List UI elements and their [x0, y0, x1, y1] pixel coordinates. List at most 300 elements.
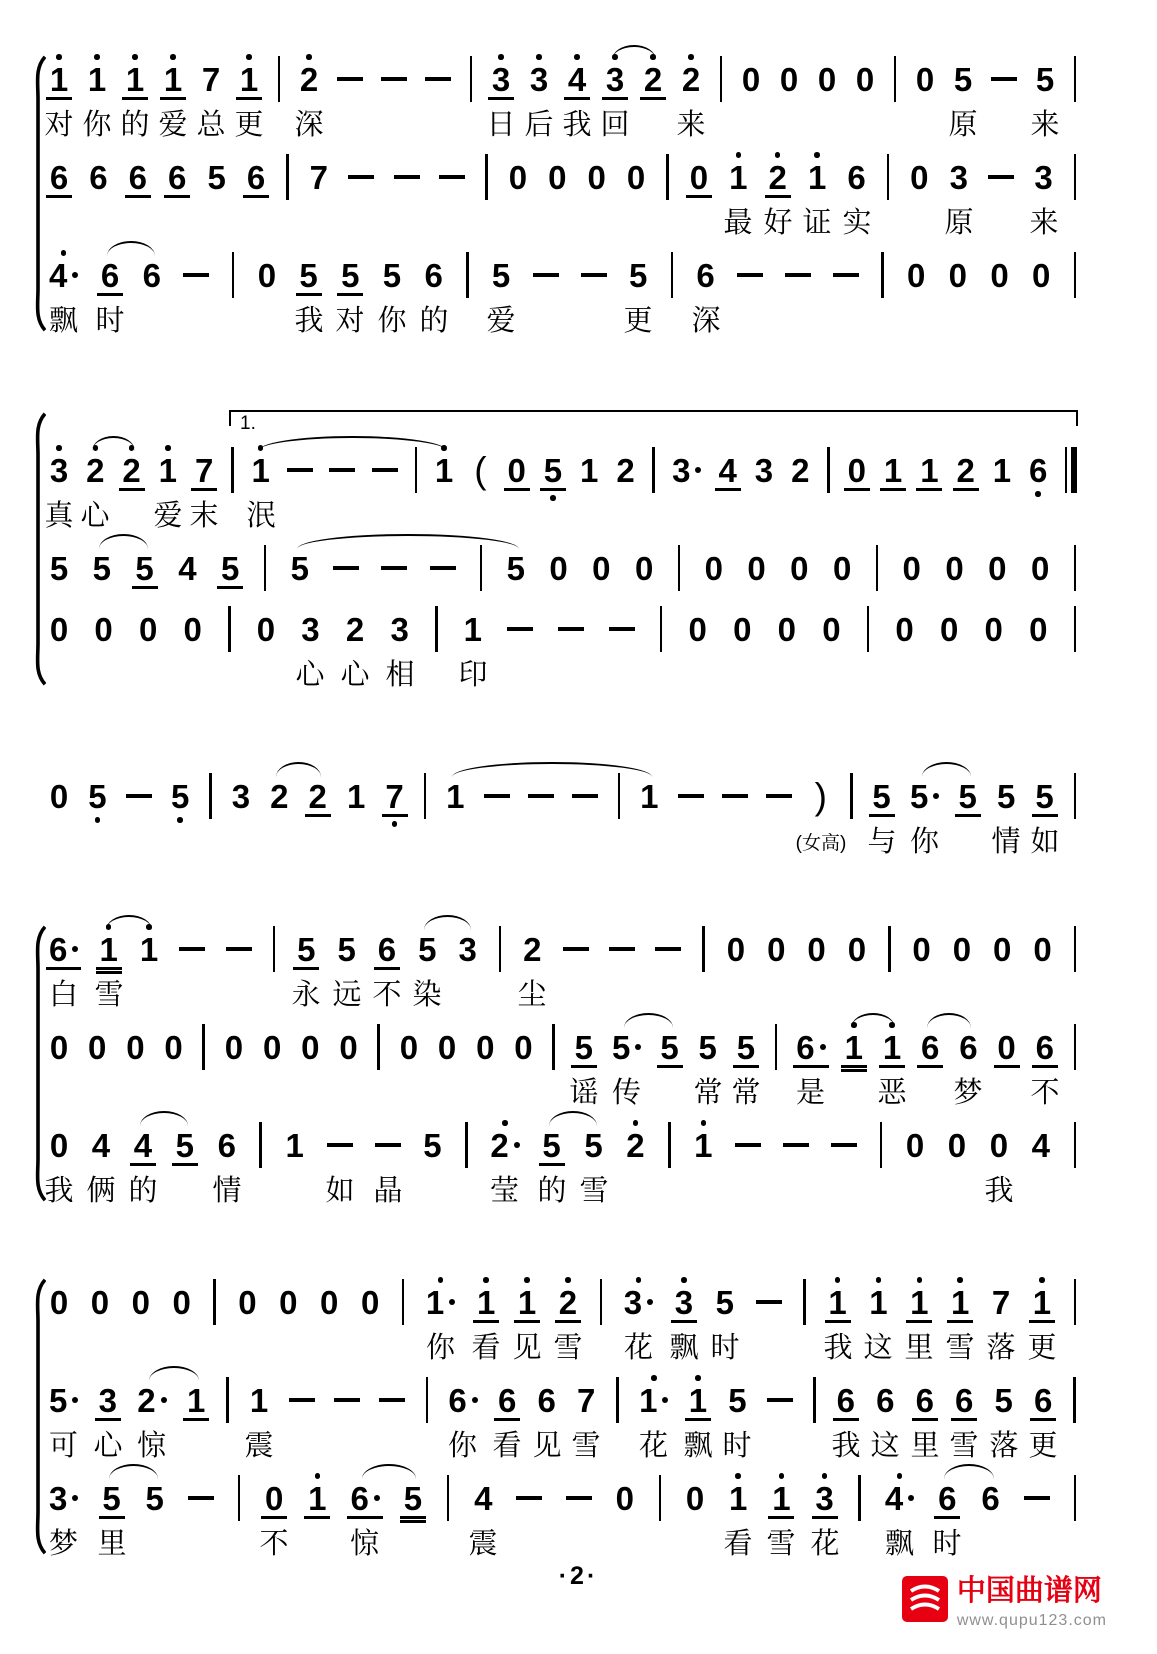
- note: 4: [1031, 1126, 1051, 1164]
- music-line: [48, 920, 1078, 1015]
- underline-beam: [125, 195, 151, 198]
- note: 5: [659, 1018, 681, 1076]
- slur-arc: [944, 1464, 994, 1479]
- note: 6: [217, 1126, 236, 1164]
- note: 1: [867, 1273, 889, 1331]
- note: 5: [541, 1116, 563, 1174]
- barline: [848, 767, 854, 825]
- underline-beam: [912, 1418, 938, 1421]
- lyric-syllable: 恶: [877, 1077, 907, 1109]
- duration-dash: [830, 1116, 858, 1174]
- lyrics-row: [44, 108, 1078, 145]
- lyrics-row: [48, 825, 1078, 862]
- duration-dash: [178, 920, 206, 978]
- note: 6: [795, 1018, 826, 1076]
- note: 5: [382, 256, 402, 294]
- barline: [676, 539, 682, 597]
- rest-note: 0: [807, 930, 826, 968]
- lyric-syllable: 你: [377, 305, 407, 337]
- lyrics-row: [48, 1429, 1078, 1466]
- lyric-syllable: 更: [234, 109, 264, 141]
- note: 1: [157, 441, 179, 499]
- octave-dot-above: [633, 1120, 639, 1126]
- lyrics-row: [48, 978, 1078, 1015]
- barline: [651, 441, 657, 499]
- slur-arc: [109, 1464, 158, 1479]
- slur-arc: [362, 1464, 417, 1479]
- volta-bracket: [229, 410, 1078, 434]
- note: 6: [127, 148, 149, 206]
- barline: [658, 600, 664, 658]
- underline-beam: [671, 1320, 697, 1323]
- lyric-syllable: 见: [532, 1430, 562, 1462]
- score-system: [44, 920, 1078, 1211]
- lyric-syllable: 你: [425, 1332, 456, 1364]
- notes-row: [48, 246, 1078, 304]
- lyric-syllable: 不: [372, 979, 402, 1011]
- note: 3: [48, 1469, 79, 1527]
- lyric-syllable: 是: [795, 1077, 826, 1109]
- duration-dash: [532, 246, 560, 304]
- music-line: [48, 148, 1078, 243]
- barline: [665, 148, 671, 206]
- underline-beam: [132, 586, 158, 589]
- underline-beam: [46, 97, 72, 100]
- lyric-syllable: 如: [325, 1175, 355, 1207]
- duration-dash: [987, 148, 1015, 206]
- rest-note: 0: [183, 610, 202, 648]
- note: 1: [250, 441, 272, 499]
- note: 1: [249, 1381, 269, 1419]
- lyric-syllable: 时: [722, 1430, 752, 1462]
- notes-row: [48, 1371, 1078, 1429]
- duration-dash: [784, 246, 812, 304]
- note: 5: [339, 246, 361, 304]
- barline: [551, 1018, 557, 1076]
- note: 1: [285, 1126, 304, 1164]
- underline-beam: [539, 1163, 565, 1166]
- lyric-syllable: 后: [524, 109, 554, 141]
- rest-note: 0: [508, 158, 528, 196]
- watermark-brand: 中国曲谱网: [956, 1575, 1102, 1607]
- underline-beam: [96, 967, 122, 970]
- note: 2: [624, 1116, 646, 1174]
- rest-note: 0: [855, 60, 875, 98]
- note: 6: [876, 1381, 895, 1419]
- lyric-syllable: 白: [48, 979, 79, 1011]
- rest-note: 0: [990, 256, 1009, 294]
- rest-note: 0: [301, 1028, 320, 1066]
- underline-beam: [96, 971, 122, 974]
- underline-beam: [164, 195, 190, 198]
- note: 3: [48, 441, 70, 499]
- underline-beam: [934, 1516, 960, 1519]
- barline: [892, 50, 898, 108]
- lyric-syllable: 谣: [569, 1077, 599, 1109]
- note: 5: [49, 549, 69, 587]
- underline-beam: [304, 1516, 330, 1519]
- note: 7: [309, 158, 329, 196]
- underline-beam: [844, 488, 870, 491]
- note: 1: [306, 1469, 328, 1527]
- lyric-syllable: 回: [600, 109, 630, 141]
- lyric-syllable: 原: [944, 207, 974, 239]
- notes-row: [48, 767, 1078, 825]
- barline: [886, 920, 892, 978]
- note: 6: [447, 1371, 478, 1429]
- lyric-syllable: 这: [870, 1430, 900, 1462]
- octave-dot-below: [177, 817, 183, 823]
- note: 5: [86, 767, 108, 825]
- slur-arc: [424, 915, 471, 930]
- barline: [598, 1273, 604, 1331]
- note: 1: [908, 1273, 930, 1331]
- underline-beam: [347, 1516, 382, 1519]
- underline-beam: [1032, 814, 1058, 817]
- underline-beam: [97, 293, 123, 296]
- duration-dash: [187, 1469, 215, 1527]
- barline: [463, 1116, 469, 1174]
- note: 5: [418, 930, 437, 968]
- note: 5: [542, 441, 564, 499]
- note: 6: [936, 1469, 958, 1527]
- lyric-syllable: 情: [991, 826, 1021, 858]
- music-line: [48, 600, 1078, 695]
- rest-note: 0: [988, 549, 1007, 587]
- duration-dash: [654, 920, 682, 978]
- rest-note: 0: [733, 610, 752, 648]
- underline-beam: [400, 1520, 426, 1523]
- note: 5: [92, 549, 111, 587]
- note: 5: [491, 256, 511, 294]
- lyrics-row: [48, 1076, 1078, 1113]
- slur-arc: [99, 534, 148, 549]
- underline-beam: [183, 1418, 209, 1421]
- barline: [811, 1371, 817, 1429]
- score-system: [48, 767, 1078, 862]
- barline: [376, 1018, 382, 1076]
- slur-arc: [106, 915, 152, 930]
- underline-beam: [243, 195, 269, 198]
- lyric-syllable: 原: [948, 109, 978, 141]
- underline-beam: [1029, 1320, 1055, 1323]
- note: 5: [174, 1116, 196, 1174]
- barline: [878, 1116, 884, 1174]
- octave-dot-below: [1035, 491, 1041, 497]
- underline-beam: [46, 195, 72, 198]
- rest-note: 0: [902, 549, 921, 587]
- lyric-syllable: 情: [212, 1175, 242, 1207]
- watermark: [902, 1576, 1107, 1630]
- lyric-syllable: 看: [492, 1430, 522, 1462]
- barline: [271, 920, 277, 978]
- duration-dash: [565, 1469, 593, 1527]
- duration-dash: [557, 600, 585, 658]
- note: 1: [346, 777, 366, 815]
- system-bracket: [31, 924, 46, 1203]
- score-system: [44, 50, 1078, 341]
- score-system: [48, 1273, 1078, 1564]
- lyric-syllable: 永: [291, 979, 321, 1011]
- underline-beam: [400, 1516, 426, 1519]
- lyric-syllable: 真: [44, 500, 74, 532]
- underline-beam: [686, 195, 712, 198]
- note: 3: [754, 451, 774, 489]
- notes-row: [48, 539, 1078, 597]
- barline: [1072, 920, 1078, 978]
- duration-dash: [782, 1116, 810, 1174]
- lyric-syllable: 心: [340, 659, 370, 691]
- lyric-syllable: 远: [332, 979, 362, 1011]
- note: 7: [384, 767, 406, 825]
- note: 2: [955, 441, 977, 499]
- lyric-syllable: 如: [1030, 826, 1060, 858]
- note: 4: [132, 1116, 154, 1174]
- barline: [225, 1371, 231, 1429]
- barline: [615, 1371, 621, 1429]
- octave-dot-above: [246, 54, 252, 60]
- note: 5: [871, 767, 893, 825]
- note: 3: [623, 1273, 654, 1331]
- note: 6: [99, 246, 121, 304]
- note: 5: [909, 767, 940, 825]
- octave-dot-above: [170, 54, 176, 60]
- music-line: [48, 246, 1078, 341]
- barline: [1072, 767, 1078, 825]
- note: 6: [981, 1479, 1000, 1517]
- rest-note: 0: [138, 610, 158, 648]
- note: 6: [166, 148, 188, 206]
- note: 6: [496, 1371, 518, 1429]
- octave-dot-above: [701, 1120, 707, 1126]
- rest-note: 0: [615, 1479, 634, 1517]
- barline: [201, 1018, 207, 1076]
- music-line: [48, 1018, 1078, 1113]
- lyric-syllable: 与: [867, 826, 897, 858]
- underline-beam: [947, 1320, 973, 1323]
- underline-beam: [99, 1516, 125, 1519]
- note: 1: [918, 441, 940, 499]
- slur-arc: [140, 1111, 188, 1126]
- note: 2: [791, 451, 810, 489]
- lyric-syllable: 你: [447, 1430, 478, 1462]
- music-line: [48, 767, 1078, 862]
- rest-note: 0: [131, 1283, 150, 1321]
- rest-note: 0: [634, 549, 654, 587]
- note: 2: [345, 610, 365, 648]
- barline: [422, 767, 428, 825]
- note: 5: [994, 1381, 1013, 1419]
- note: 1: [425, 1273, 456, 1331]
- note: 6: [142, 256, 161, 294]
- note: 4: [178, 549, 197, 587]
- note: 4: [717, 441, 739, 499]
- barline: [874, 539, 880, 597]
- note: 4: [474, 1479, 493, 1517]
- duration-dash: [562, 920, 590, 978]
- underline-beam: [951, 1418, 977, 1421]
- note: 5: [1034, 767, 1056, 825]
- lyric-syllable: 爱: [486, 305, 516, 337]
- underline-beam: [1032, 1065, 1058, 1068]
- rest-note: 0: [945, 549, 964, 587]
- barline: [400, 1273, 406, 1331]
- note: 1: [580, 451, 599, 489]
- rest-note: 0: [1030, 549, 1050, 587]
- note: 3: [390, 610, 409, 648]
- rest-note: 0: [263, 1469, 285, 1527]
- octave-dot-above: [315, 1473, 321, 1479]
- rest-note: 0: [817, 60, 837, 98]
- octave-dot-above: [56, 445, 62, 451]
- barline: [1072, 600, 1078, 658]
- lyric-syllable: 看: [723, 1528, 753, 1560]
- duration-dash: [755, 1273, 783, 1331]
- note: 1: [185, 1371, 207, 1429]
- note: 3: [949, 158, 968, 196]
- lyric-syllable: 我: [562, 109, 592, 141]
- note: 5: [134, 539, 156, 597]
- barline: [657, 1469, 663, 1527]
- slur-arc: [92, 436, 135, 451]
- underline-beam: [765, 195, 791, 198]
- note: 1: [98, 920, 120, 978]
- lyric-syllable: 不: [259, 1528, 289, 1560]
- lyric-syllable: 雪: [553, 1332, 583, 1364]
- note: 4: [91, 1126, 111, 1164]
- rest-note: 0: [90, 1283, 110, 1321]
- lyric-syllable: 心: [295, 659, 325, 691]
- system-bracket: [31, 1277, 46, 1556]
- note: 1: [727, 1469, 749, 1527]
- notes-row: [48, 920, 1078, 978]
- note: 1: [881, 1018, 903, 1076]
- note: 5: [953, 60, 973, 98]
- note: 5: [169, 767, 191, 825]
- underline-beam: [564, 97, 590, 100]
- lyric-syllable: 里: [97, 1528, 127, 1560]
- note: 1: [124, 50, 146, 108]
- barline: [1072, 148, 1078, 206]
- underline-beam: [130, 1163, 156, 1166]
- rest-note: 0: [767, 930, 786, 968]
- lyric-syllable: 我: [831, 1430, 861, 1462]
- note: 5: [735, 1018, 757, 1076]
- score-system: [44, 407, 1078, 695]
- note: 1: [138, 920, 160, 978]
- rest-note: 0: [256, 610, 276, 648]
- barline: [262, 539, 268, 597]
- lyric-syllable: 见: [512, 1332, 542, 1364]
- rest-note: 0: [126, 1028, 145, 1066]
- note: 2: [298, 50, 320, 108]
- lyric-syllable: 落: [986, 1332, 1016, 1364]
- duration-dash: [832, 246, 860, 304]
- rest-note: 0: [948, 256, 967, 294]
- rest-note: 0: [741, 60, 761, 98]
- rest-note: 0: [587, 158, 606, 196]
- octave-dot-above: [876, 1277, 882, 1283]
- note: 2: [523, 930, 542, 968]
- octave-dot-above: [165, 445, 171, 451]
- barline: [483, 148, 489, 206]
- slur-arc: [258, 436, 447, 451]
- octave-dot-above: [695, 1375, 701, 1381]
- duration-dash: [288, 1371, 316, 1429]
- note: 1: [640, 777, 659, 815]
- duration-dash: [347, 148, 375, 206]
- notes-row: [48, 148, 1078, 206]
- rest-note: 0: [905, 1126, 925, 1164]
- rest-note: 0: [1033, 930, 1052, 968]
- note: 5: [219, 539, 241, 597]
- barline: [276, 50, 282, 108]
- rest-note: 0: [360, 1283, 380, 1321]
- lyric-syllable: 我: [984, 1175, 1014, 1207]
- barline: [1072, 1273, 1078, 1331]
- rest-note: 0: [549, 549, 568, 587]
- lyric-syllable: 梦: [953, 1077, 983, 1109]
- lyric-syllable: 时: [932, 1528, 962, 1560]
- underline-beam: [555, 1320, 581, 1323]
- octave-dot-above: [1039, 1277, 1045, 1283]
- rest-note: 0: [1032, 256, 1051, 294]
- note: 1: [806, 148, 828, 206]
- underline-beam: [916, 488, 942, 491]
- note: 4: [566, 50, 588, 108]
- rest-note: 0: [832, 549, 852, 587]
- lyric-syllable: 飘: [669, 1332, 699, 1364]
- barline: [236, 1469, 242, 1527]
- lyric-syllable: 时: [95, 305, 125, 337]
- underline-beam: [571, 1065, 597, 1068]
- notes-row: [48, 1018, 1078, 1076]
- rest-note: 0: [399, 1028, 419, 1066]
- note: 1: [949, 1273, 971, 1331]
- note: 6: [48, 148, 70, 206]
- note: 5: [101, 1469, 123, 1527]
- underline-beam: [191, 488, 217, 491]
- underline-beam: [119, 488, 145, 491]
- octave-dot-above: [822, 1473, 828, 1479]
- underline-beam: [95, 1418, 121, 1421]
- lyric-syllable: 对: [335, 305, 365, 337]
- rest-note: 0: [915, 60, 935, 98]
- rest-note: 0: [989, 1126, 1009, 1164]
- note: 3: [458, 930, 477, 968]
- lyric-syllable: 你: [82, 109, 112, 141]
- slur-arc: [276, 762, 321, 777]
- lyrics-row: [48, 1527, 1078, 1564]
- barline: [1072, 1371, 1078, 1429]
- lyric-syllable: 常: [731, 1077, 761, 1109]
- note: 6: [1027, 441, 1049, 499]
- note: 6: [914, 1371, 936, 1429]
- lyric-syllable: 雪: [579, 1175, 609, 1207]
- barline: [669, 246, 675, 304]
- rest-note: 0: [339, 1028, 358, 1066]
- note: 2: [642, 50, 664, 108]
- duration-dash: [677, 767, 705, 825]
- lyric-syllable: 染: [412, 979, 442, 1011]
- lyric-syllable: (女高): [795, 833, 847, 854]
- note: 7: [201, 60, 221, 98]
- lyric-syllable: 里: [904, 1332, 934, 1364]
- lyric-syllable: 惊: [349, 1528, 380, 1560]
- rest-note: 0: [777, 610, 796, 648]
- watermark-url: www.qupu123.com: [956, 1611, 1107, 1629]
- octave-dot-above: [835, 1277, 841, 1283]
